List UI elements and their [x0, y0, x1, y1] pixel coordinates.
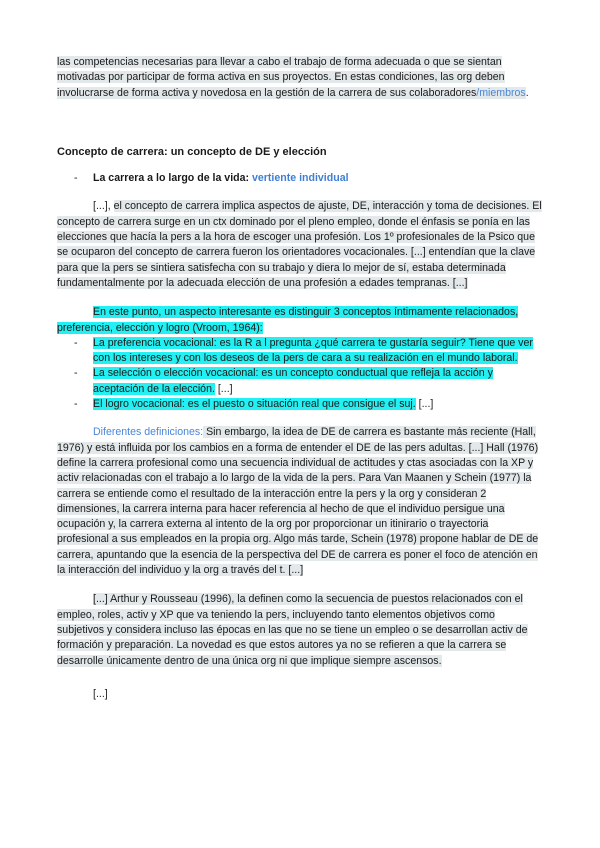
intro-paragraph	[57, 55, 543, 101]
list-item-tail: [...]	[214, 382, 233, 395]
list-item-tail: [...]	[415, 398, 434, 411]
list-dash: -	[74, 367, 78, 380]
paragraph-arthur-rousseau	[57, 592, 543, 668]
list-item-text: El logro vocacional: es el puesto o situación real que consigue el suj.	[93, 398, 416, 411]
list-item-link: vertiente individual	[251, 172, 349, 185]
list-item-achievement	[57, 397, 543, 412]
para4-text: [...] Arthur y Rousseau (1996), la definen como la secuencia de puestos relacionados con el empleo, roles, activ y XP que va teniendo la pers, incluyendo tanto elementos objetivos como subjetivos y considera incluso las épocas en las que no se tiene un empleo o se desarrollan activ de formación y preparación. La novedad es que estos autores ya no se refieren a que la carrera se desarrolle únicamente dentro de una única org ni que implique siempre ascensos.	[57, 593, 528, 667]
para2-text: En este punto, un aspecto interesante es distinguir 3 conceptos íntimamente relacionados, preferencia, elección y logro (Vroom, 1964):	[57, 306, 519, 334]
para3-text: Sin embargo, la idea de DE de carrera es bastante más reciente (Hall, 1976) y está influida por los cambios en a forma de entender el DE de las pers adultas. [...] Hall (1976) define la carrera profesional como una secuencia individual de actitudes y ctas asociadas con la XP y activ relacionadas con el trabajo a lo largo de la vida de la pers. Para Van Maanen y Schein (1977) la carrera se entiende como el resultado de la interacción entre la pers y la org y consideran 2 dimensiones, la carrera interna para hacer referencia al hecho de que el individuo persigue una ocupación y, la carrera externa al intento de la org por proporcionar un itinirario o trayectoria profesional a sus empleados en la propia org. Algo más tarde, Schein (1978) propone hablar de DE de carrera, apuntando que la esencia de la perspectiva del DE de carrera es poner el foco de atención en la interacción del individuo y la org a través del t. [...]	[57, 426, 539, 577]
para5-text: [...]	[93, 687, 108, 700]
list-dash: -	[74, 398, 78, 411]
list-dash: -	[74, 336, 78, 349]
paragraph-career-concept	[57, 199, 543, 291]
paragraph-definitions	[57, 425, 543, 578]
intro-text: las competencias necesarias para llevar a cabo el trabajo de forma adecuada o que se sientan motivadas por participar de forma activa en sus proyectos. En estas condiciones, las org deben involucrarse de forma activa y novedosa en la gestión de la carrera de sus colaboradores	[57, 56, 505, 99]
intro-end: .	[525, 86, 529, 99]
paragraph-three-concepts	[57, 305, 543, 336]
list-item-label: La carrera a lo largo de la vida:	[93, 172, 250, 185]
list-item-text: La preferencia vocacional: es la R a l pregunta ¿qué carrera te gustaría seguir? Tiene que ver con los intereses y con los deseos de la pers de cara a su realización en el mundo laboral.	[93, 336, 533, 365]
definitions-label: Diferentes definiciones:	[93, 426, 204, 439]
list-item-text: La selección o elección vocacional: es un concepto conductual que refleja la acción y aceptación de la elección.	[93, 367, 493, 395]
list-dash: -	[74, 172, 78, 185]
paragraph-ellipsis	[57, 687, 543, 702]
document-page	[57, 55, 543, 702]
list-item-preference	[57, 336, 543, 367]
para1-lead: [...],	[93, 200, 114, 213]
list-item-selection	[57, 366, 543, 397]
intro-suffix: /miembros	[476, 86, 526, 99]
section-heading: Concepto de carrera: un concepto de DE y elección	[57, 145, 327, 158]
para1-text: el concepto de carrera implica aspectos de ajuste, DE, interacción y toma de decisiones. El concepto de carrera surge en un ctx dominado por el pleno empleo, donde el énfasis se ponía en las elecciones que hacía la pers a la hora de escoger una profesión. Los 1º profesionales de la Psico que se ocuparon del concepto de carrera fueron los orientadores vocacionales. [...] entendían que la clave para que la pers se sintiera satisfecha con su trabajo y diera lo mejor de sí, estaba determinada fundamentalmente por la adecuada elección de una profesión a edades tempranas. [...]	[57, 200, 542, 289]
list-item-individual	[57, 171, 543, 186]
